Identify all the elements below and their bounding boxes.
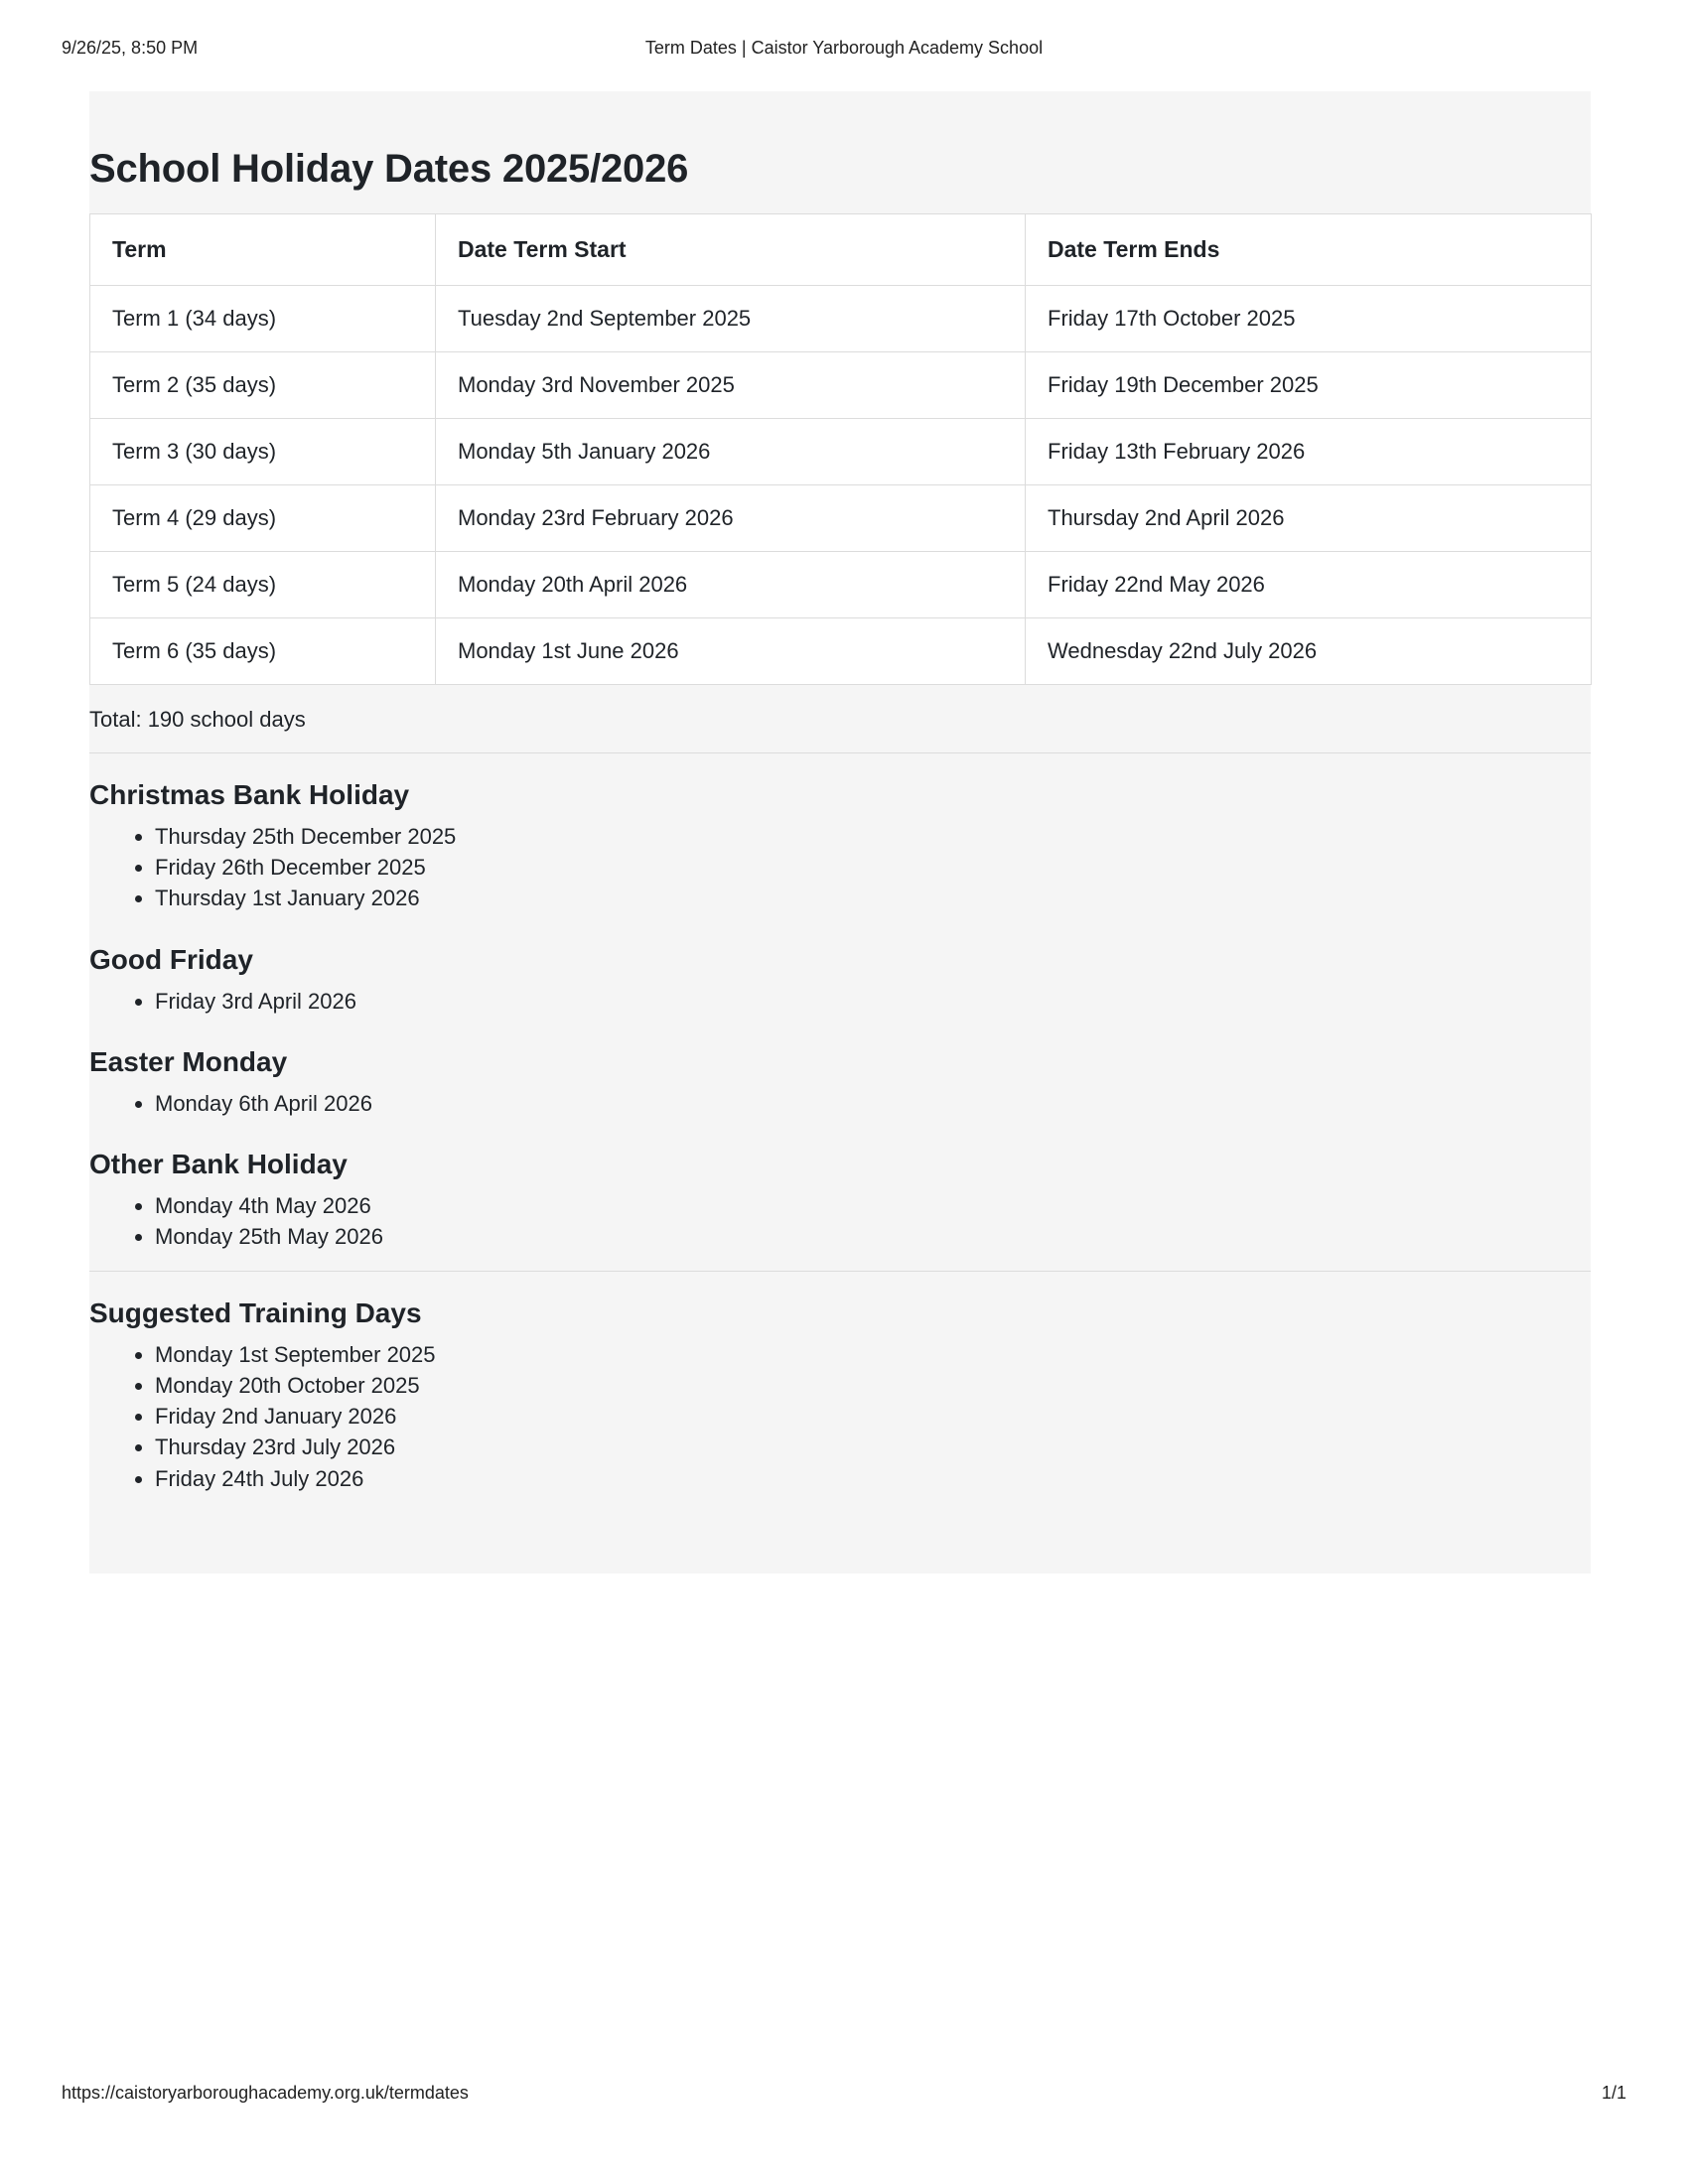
- title-band: [89, 91, 1591, 213]
- table-row: [90, 286, 1592, 352]
- table-row: [90, 419, 1592, 485]
- section-title: Other Bank Holiday: [89, 1149, 348, 1180]
- bank-holidays-band: [89, 753, 1591, 1272]
- column-header-date-term-ends: Date Term Ends: [1026, 214, 1592, 286]
- cell-end: Friday 17th October 2025: [1026, 286, 1592, 352]
- list-item: • Monday 1st September 2025: [155, 1339, 1591, 1370]
- date-list: [89, 1088, 1591, 1119]
- cell-term: Term 1 (34 days): [90, 286, 436, 352]
- date-list: [89, 821, 1591, 914]
- section-title: Easter Monday: [89, 1045, 288, 1077]
- cell-end: Thursday 2nd April 2026: [1026, 485, 1592, 552]
- total-school-days: Total: 190 school days: [89, 685, 1591, 753]
- date-list: [89, 1339, 1591, 1494]
- list-item: • Friday 24th July 2026: [155, 1463, 1591, 1494]
- date-list: [89, 986, 1591, 1017]
- print-timestamp: 9/26/25, 8:50 PM: [62, 38, 199, 58]
- section-good-friday: [89, 944, 1591, 1017]
- table-row: [90, 618, 1592, 685]
- table-row: [90, 485, 1592, 552]
- table-row: [90, 552, 1592, 618]
- print-page-number: 1/1: [1601, 2083, 1626, 2103]
- section-other-bank-holiday: [89, 1149, 1591, 1252]
- cell-end: Wednesday 22nd July 2026: [1026, 618, 1592, 685]
- section-title: Good Friday: [89, 943, 253, 975]
- cell-start: Monday 3rd November 2025: [436, 352, 1026, 419]
- print-document-title: Term Dates | Caistor Yarborough Academy School: [644, 38, 1044, 58]
- cell-start: Monday 23rd February 2026: [436, 485, 1026, 552]
- cell-term: Term 3 (30 days): [90, 419, 436, 485]
- cell-end: Friday 22nd May 2026: [1026, 552, 1592, 618]
- column-header-term: Term: [90, 214, 436, 286]
- cell-term: Term 4 (29 days): [90, 485, 436, 552]
- print-url: https://caistoryarboroughacademy.org.uk/termdates: [62, 2083, 469, 2103]
- list-item: • Friday 2nd January 2026: [155, 1401, 1591, 1432]
- cell-end: Friday 19th December 2025: [1026, 352, 1592, 419]
- term-dates-table: [89, 213, 1592, 685]
- document-page: [89, 91, 1591, 1573]
- cell-start: Monday 1st June 2026: [436, 618, 1026, 685]
- column-header-date-term-start: Date Term Start: [436, 214, 1026, 286]
- list-item: • Monday 4th May 2026: [155, 1190, 1591, 1221]
- list-item: • Thursday 23rd July 2026: [155, 1432, 1591, 1462]
- print-footer: [0, 2083, 1688, 2107]
- table-row: [90, 352, 1592, 419]
- cell-end: Friday 13th February 2026: [1026, 419, 1592, 485]
- print-header: [0, 38, 1688, 62]
- cell-start: Monday 5th January 2026: [436, 419, 1026, 485]
- cell-start: Monday 20th April 2026: [436, 552, 1026, 618]
- cell-term: Term 6 (35 days): [90, 618, 436, 685]
- list-item: • Thursday 25th December 2025: [155, 821, 1591, 852]
- section-title-training-days: Suggested Training Days: [89, 1297, 422, 1328]
- page-title: School Holiday Dates 2025/2026: [89, 147, 689, 191]
- page-bottom-band: [89, 1548, 1591, 1573]
- cell-start: Tuesday 2nd September 2025: [436, 286, 1026, 352]
- list-item: • Monday 20th October 2025: [155, 1370, 1591, 1401]
- list-item: • Monday 25th May 2026: [155, 1221, 1591, 1252]
- cell-term: Term 5 (24 days): [90, 552, 436, 618]
- date-list: [89, 1190, 1591, 1252]
- section-easter-monday: [89, 1046, 1591, 1119]
- section-christmas-bank-holiday: [89, 779, 1591, 914]
- list-item: • Friday 3rd April 2026: [155, 986, 1591, 1017]
- section-title: Christmas Bank Holiday: [89, 779, 410, 810]
- cell-term: Term 2 (35 days): [90, 352, 436, 419]
- list-item: • Monday 6th April 2026: [155, 1088, 1591, 1119]
- list-item: • Friday 26th December 2025: [155, 852, 1591, 883]
- table-header-row: [90, 214, 1592, 286]
- list-item: • Thursday 1st January 2026: [155, 883, 1591, 913]
- training-days-band: [89, 1272, 1591, 1534]
